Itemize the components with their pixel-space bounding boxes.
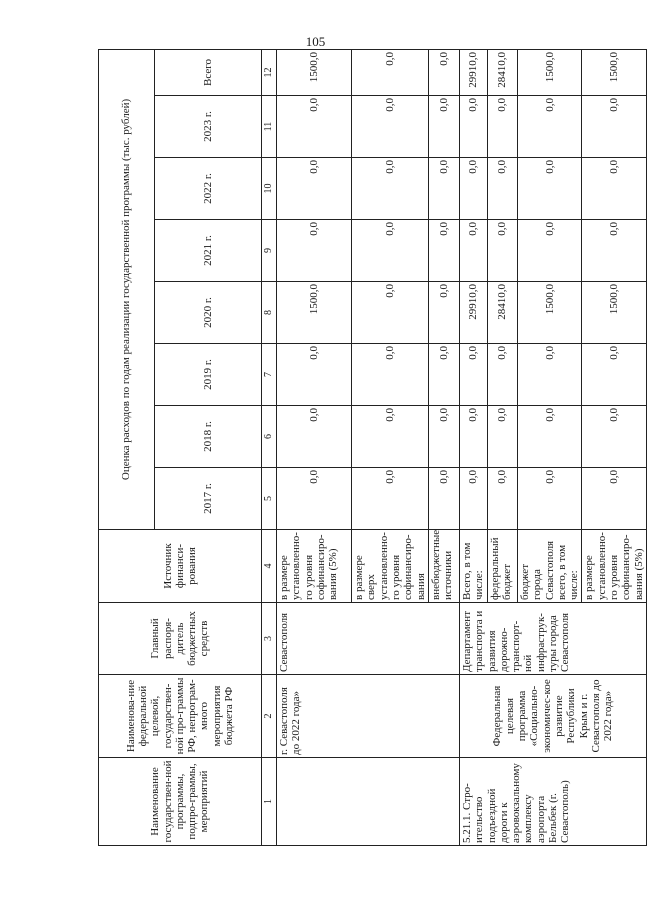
- column-number: 6: [262, 406, 277, 468]
- value-cell: 0,0: [352, 282, 429, 344]
- value-cell: 28410,0: [487, 282, 517, 344]
- value-cell: 0,0: [487, 468, 517, 530]
- total-cell: 28410,0: [487, 49, 517, 95]
- value-cell: 0,0: [459, 344, 487, 406]
- value-cell: 0,0: [582, 468, 647, 530]
- column-number: 10: [262, 158, 277, 220]
- value-cell: 0,0: [487, 406, 517, 468]
- column-number: 2: [262, 675, 277, 758]
- column-number: 4: [262, 530, 277, 603]
- column-number: 11: [262, 96, 277, 158]
- header-estimate: Оценка расходов по годам реализации государственной программы (тыс. рублей): [99, 49, 155, 529]
- value-cell: 0,0: [428, 158, 459, 220]
- value-cell: 0,0: [517, 468, 582, 530]
- chief-manager-cell: Департамент транспорта и развития дорожно-транспорт-ной инфраструк-туры города Севастополя: [459, 603, 646, 675]
- value-cell: 0,0: [517, 220, 582, 282]
- column-number: 5: [262, 468, 277, 530]
- value-cell: 0,0: [487, 96, 517, 158]
- value-cell: 0,0: [582, 220, 647, 282]
- chief-manager-cell: Севастополя: [277, 603, 460, 675]
- funding-source-cell: федеральный бюджет: [487, 530, 517, 603]
- header-row-1: [99, 49, 155, 845]
- value-cell: 0,0: [517, 96, 582, 158]
- header-federal-program: Наименова-ние федеральной целевой, государствен-ной про-граммы РФ, непрограм-много мероприятия бюджета РФ: [99, 675, 262, 758]
- value-cell: 0,0: [517, 406, 582, 468]
- value-cell: 0,0: [487, 220, 517, 282]
- table-row: [277, 49, 352, 845]
- total-cell: 29910,0: [459, 49, 487, 95]
- value-cell: 0,0: [428, 344, 459, 406]
- value-cell: 0,0: [277, 158, 352, 220]
- page-number: 105: [305, 34, 326, 49]
- value-cell: 0,0: [428, 468, 459, 530]
- column-numbers-row: [262, 49, 277, 845]
- funding-source-cell: внебюджетные источники: [428, 530, 459, 603]
- header-program-name: Наименование государствен-ной программы, подпро-граммы, мероприятий: [99, 758, 262, 846]
- header-funding-source: Источник финанси-рования: [99, 530, 262, 603]
- value-cell: 0,0: [352, 96, 429, 158]
- value-cell: 0,0: [277, 406, 352, 468]
- value-cell: 1500,0: [277, 282, 352, 344]
- header-year: 2020 г.: [155, 282, 262, 344]
- value-cell: 0,0: [277, 96, 352, 158]
- column-number: 3: [262, 603, 277, 675]
- total-cell: 0,0: [352, 49, 429, 95]
- total-cell: 1500,0: [582, 49, 647, 95]
- header-total: Всего: [155, 49, 262, 95]
- value-cell: 0,0: [459, 158, 487, 220]
- header-year: 2021 г.: [155, 220, 262, 282]
- value-cell: 0,0: [582, 96, 647, 158]
- funding-source-cell: в размере сверх установленно-го уровня софинансиро-вания: [352, 530, 429, 603]
- column-number: 12: [262, 49, 277, 95]
- column-number: 7: [262, 344, 277, 406]
- value-cell: 0,0: [428, 220, 459, 282]
- value-cell: 0,0: [517, 158, 582, 220]
- header-year: 2019 г.: [155, 344, 262, 406]
- value-cell: 29910,0: [459, 282, 487, 344]
- value-cell: 0,0: [352, 344, 429, 406]
- column-number: 8: [262, 282, 277, 344]
- funding-source-cell: в размере установленно-го уровня софинансиро-вания (5%): [277, 530, 352, 603]
- header-year: 2017 г.: [155, 468, 262, 530]
- value-cell: 0,0: [487, 344, 517, 406]
- value-cell: 0,0: [487, 158, 517, 220]
- value-cell: 1500,0: [517, 282, 582, 344]
- value-cell: 0,0: [582, 406, 647, 468]
- header-chief-manager: Главный распоря-дитель бюджетных средств: [99, 603, 262, 675]
- column-number: 1: [262, 758, 277, 846]
- header-year: 2023 г.: [155, 96, 262, 158]
- value-cell: 1500,0: [582, 282, 647, 344]
- federal-program-cell: г. Севастополя до 2022 года»: [277, 675, 460, 758]
- value-cell: 0,0: [428, 406, 459, 468]
- total-cell: 0,0: [428, 49, 459, 95]
- total-cell: 1500,0: [517, 49, 582, 95]
- value-cell: 0,0: [277, 220, 352, 282]
- value-cell: 0,0: [428, 282, 459, 344]
- value-cell: 0,0: [428, 96, 459, 158]
- budget-table: [98, 49, 647, 846]
- funding-source-cell: Всего, в том числе:: [459, 530, 487, 603]
- value-cell: 0,0: [352, 220, 429, 282]
- funding-source-cell: бюджет города Севастополя всего, в том числе:: [517, 530, 582, 603]
- value-cell: 0,0: [582, 344, 647, 406]
- federal-program-cell: Федеральная целевая программа «Социально-экономичес-кое развитие Республики Крым и г. Севастополя до 2022 года»: [459, 675, 646, 758]
- value-cell: 0,0: [352, 406, 429, 468]
- value-cell: 0,0: [459, 406, 487, 468]
- value-cell: 0,0: [352, 468, 429, 530]
- value-cell: 0,0: [277, 344, 352, 406]
- column-number: 9: [262, 220, 277, 282]
- value-cell: 0,0: [459, 468, 487, 530]
- program-name-cell: 5.21.1. Стро-ительство подъездной дороги к аэровокзальному комплексу аэропорта Бельбек (г. Севастополь): [459, 758, 646, 846]
- value-cell: 0,0: [517, 344, 582, 406]
- funding-source-cell: в размере установленно-го уровня софинансиро-вания (5%): [582, 530, 647, 603]
- header-year: 2022 г.: [155, 158, 262, 220]
- value-cell: 0,0: [459, 220, 487, 282]
- value-cell: 0,0: [582, 158, 647, 220]
- header-year: 2018 г.: [155, 406, 262, 468]
- program-name-cell: [277, 758, 460, 846]
- table-row: [459, 49, 487, 845]
- total-cell: 1500,0: [277, 49, 352, 95]
- value-cell: 0,0: [352, 158, 429, 220]
- value-cell: 0,0: [459, 96, 487, 158]
- rotated-table-wrapper: [98, 50, 645, 846]
- value-cell: 0,0: [277, 468, 352, 530]
